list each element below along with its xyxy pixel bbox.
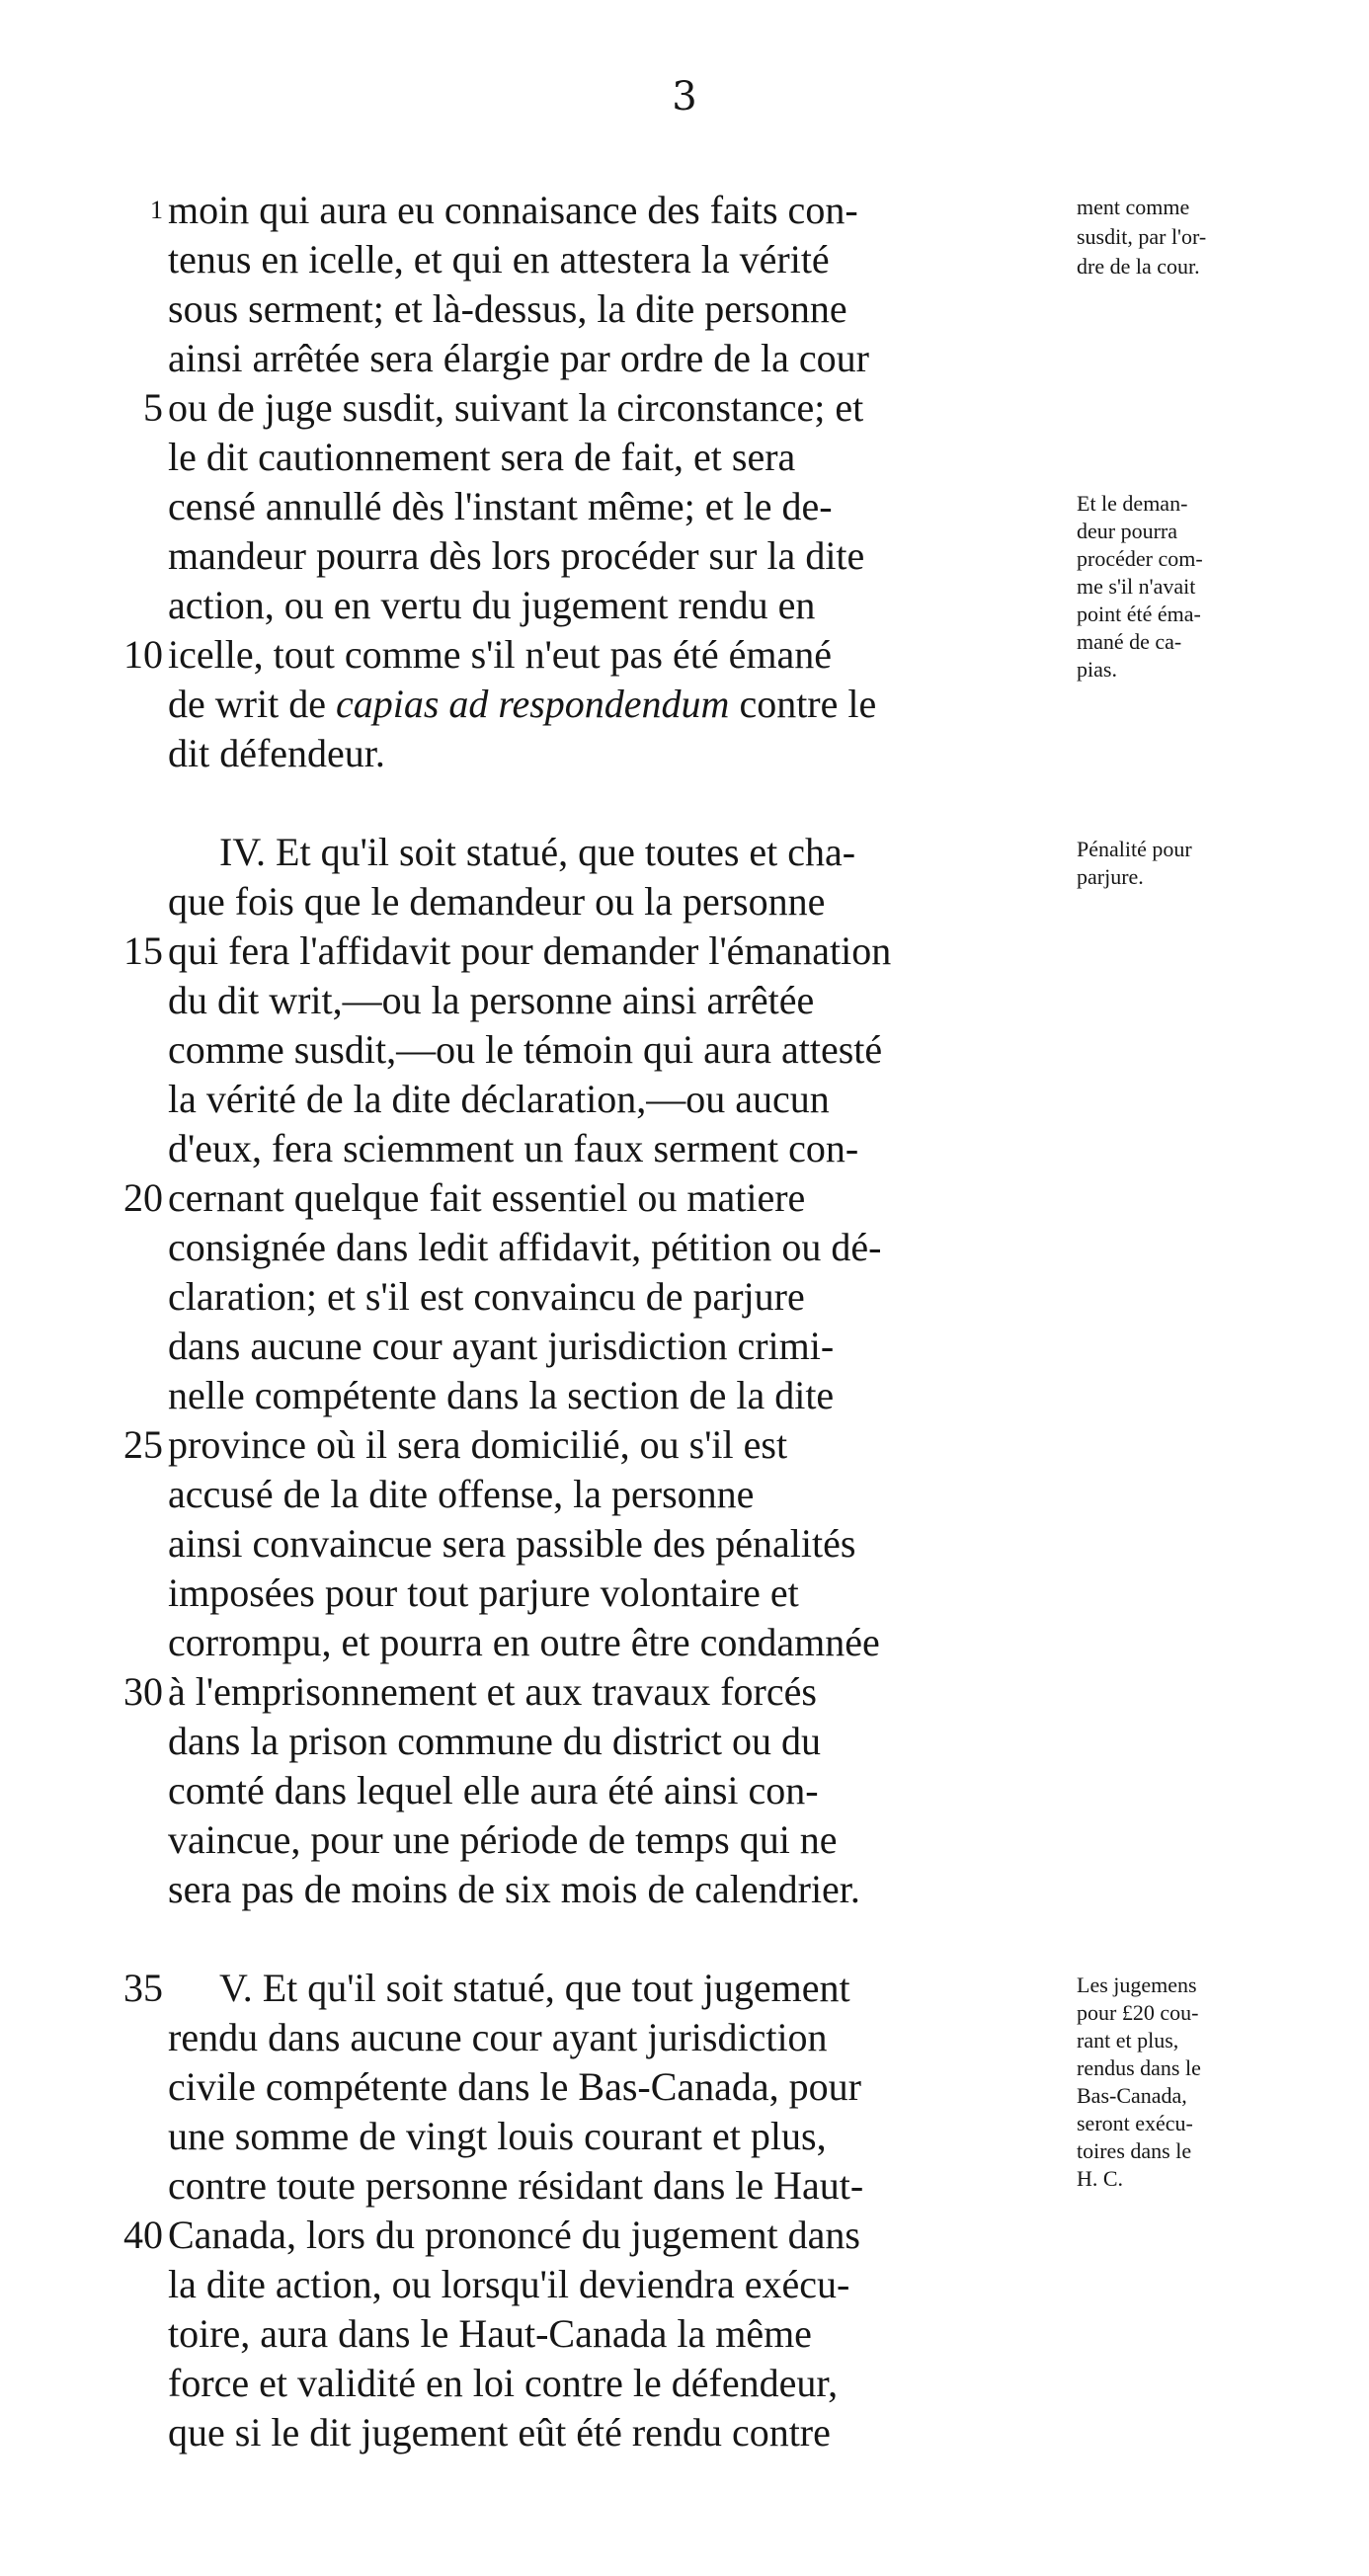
line-number: 35 bbox=[123, 1966, 163, 2010]
text-line: province où il sera domicilié, ou s'il est bbox=[168, 1422, 788, 1467]
text-line: mandeur pourra dès lors procéder sur la dite bbox=[168, 533, 865, 578]
text-line bbox=[168, 680, 1057, 729]
margin-note: susdit, par l'or- bbox=[1077, 224, 1207, 249]
margin-note: toires dans le bbox=[1077, 2138, 1192, 2163]
text-line: Canada, lors du prononcé du jugement dans bbox=[168, 2213, 860, 2257]
section-iv-first-line: IV. Et qu'il soit statué, que toutes et cha- bbox=[219, 830, 856, 874]
text-line: force et validité en loi contre le défendeur, bbox=[168, 2361, 839, 2405]
text-line: ou de juge susdit, suivant la circonstance; et bbox=[168, 385, 864, 430]
text-line: sera pas de moins de six mois de calendrier. bbox=[168, 1867, 860, 1911]
margin-note: rant et plus, bbox=[1077, 2028, 1179, 2053]
line-number: 10 bbox=[123, 632, 163, 677]
text-line: claration; et s'il est convaincu de parjure bbox=[168, 1274, 805, 1319]
capias-phrase: de writ de capias ad respondendum contre le bbox=[168, 682, 877, 726]
text-line: icelle, tout comme s'il n'eut pas été émané bbox=[168, 632, 832, 677]
margin-note: ment comme bbox=[1077, 195, 1190, 219]
margin-note: Et le deman- bbox=[1077, 491, 1188, 516]
italic-latin-phrase: capias ad respondendum bbox=[335, 682, 730, 726]
text-line: que si le dit jugement eût été rendu contre bbox=[168, 2410, 831, 2455]
margin-note: me s'il n'avait bbox=[1077, 574, 1196, 599]
text-line: corrompu, et pourra en outre être condamnée bbox=[168, 1620, 880, 1664]
line-number: 20 bbox=[123, 1175, 163, 1220]
text-line: la vérité de la dite déclaration,—ou aucun bbox=[168, 1077, 830, 1121]
text-line: une somme de vingt louis courant et plus, bbox=[168, 2114, 827, 2158]
margin-note: deur pourra bbox=[1077, 519, 1178, 543]
text-line: toire, aura dans le Haut-Canada la même bbox=[168, 2311, 812, 2356]
text-line: vaincue, pour une période de temps qui ne bbox=[168, 1817, 838, 1862]
margin-note: mané de ca- bbox=[1077, 629, 1182, 654]
text-line: dit défendeur. bbox=[168, 731, 385, 775]
text-line: consignée dans ledit affidavit, pétition ou dé- bbox=[168, 1225, 882, 1269]
margin-note: H. C. bbox=[1077, 2166, 1124, 2191]
line-number: 1 bbox=[150, 196, 163, 224]
text-line: ainsi arrêtée sera élargie par ordre de la cour bbox=[168, 336, 869, 380]
margin-note: parjure. bbox=[1077, 864, 1144, 889]
page-number: 3 bbox=[672, 74, 697, 120]
margin-note: point été éma- bbox=[1077, 602, 1201, 626]
line-number: 40 bbox=[123, 2213, 163, 2257]
text-line: sous serment; et là-dessus, la dite personne bbox=[168, 286, 847, 331]
section-v-first-line: V. Et qu'il soit statué, que tout jugement bbox=[219, 1966, 850, 2010]
margin-note: procéder com- bbox=[1077, 546, 1203, 571]
text-line: accusé de la dite offense, la personne bbox=[168, 1472, 755, 1516]
text-line: censé annullé dès l'instant même; et le de- bbox=[168, 484, 833, 528]
line-number: 15 bbox=[123, 928, 163, 973]
line-number: 25 bbox=[123, 1422, 163, 1467]
text-line: d'eux, fera sciemment un faux serment con- bbox=[168, 1126, 859, 1170]
text-line: action, ou en vertu du jugement rendu en bbox=[168, 583, 816, 627]
line-number: 5 bbox=[143, 385, 163, 430]
margin-note: Bas-Canada, bbox=[1077, 2083, 1187, 2108]
text-line: nelle compétente dans la section de la dite bbox=[168, 1373, 835, 1417]
text-line: dans aucune cour ayant jurisdiction crimi- bbox=[168, 1324, 835, 1368]
margin-note: seront exécu- bbox=[1077, 2111, 1193, 2135]
text-line: comme susdit,—ou le témoin qui aura attesté bbox=[168, 1027, 883, 1072]
margin-note: rendus dans le bbox=[1077, 2055, 1201, 2080]
text-line: rendu dans aucune cour ayant jurisdiction bbox=[168, 2015, 828, 2059]
text-line: du dit writ,—ou la personne ainsi arrêtée bbox=[168, 978, 815, 1022]
text-line: qui fera l'affidavit pour demander l'émanation bbox=[168, 928, 892, 973]
text-line: dans la prison commune du district ou du bbox=[168, 1719, 822, 1763]
text-line: la dite action, ou lorsqu'il deviendra exécu- bbox=[168, 2262, 850, 2306]
margin-note: pias. bbox=[1077, 657, 1117, 682]
text-line: moin qui aura eu connaisance des faits con- bbox=[168, 188, 858, 232]
text-line: que fois que le demandeur ou la personne bbox=[168, 879, 826, 924]
margin-note: Pénalité pour bbox=[1077, 837, 1192, 861]
text-line: imposées pour tout parjure volontaire et bbox=[168, 1570, 799, 1615]
text-line: le dit cautionnement sera de fait, et sera bbox=[168, 435, 796, 479]
text-line: tenus en icelle, et qui en attestera la vérité bbox=[168, 237, 830, 282]
text-line: civile compétente dans le Bas-Canada, pour bbox=[168, 2064, 861, 2109]
line-number: 30 bbox=[123, 1669, 163, 1714]
margin-note: dre de la cour. bbox=[1077, 254, 1200, 279]
text-line: contre toute personne résidant dans le Haut- bbox=[168, 2163, 864, 2208]
margin-note: Les jugemens bbox=[1077, 1972, 1197, 1997]
text-line: ainsi convaincue sera passible des pénalités bbox=[168, 1521, 856, 1566]
text-line: cernant quelque fait essentiel ou matiere bbox=[168, 1175, 806, 1220]
margin-note: pour £20 cou- bbox=[1077, 2000, 1199, 2025]
text-line: comté dans lequel elle aura été ainsi con- bbox=[168, 1768, 819, 1812]
text-line: à l'emprisonnement et aux travaux forcés bbox=[168, 1669, 817, 1714]
